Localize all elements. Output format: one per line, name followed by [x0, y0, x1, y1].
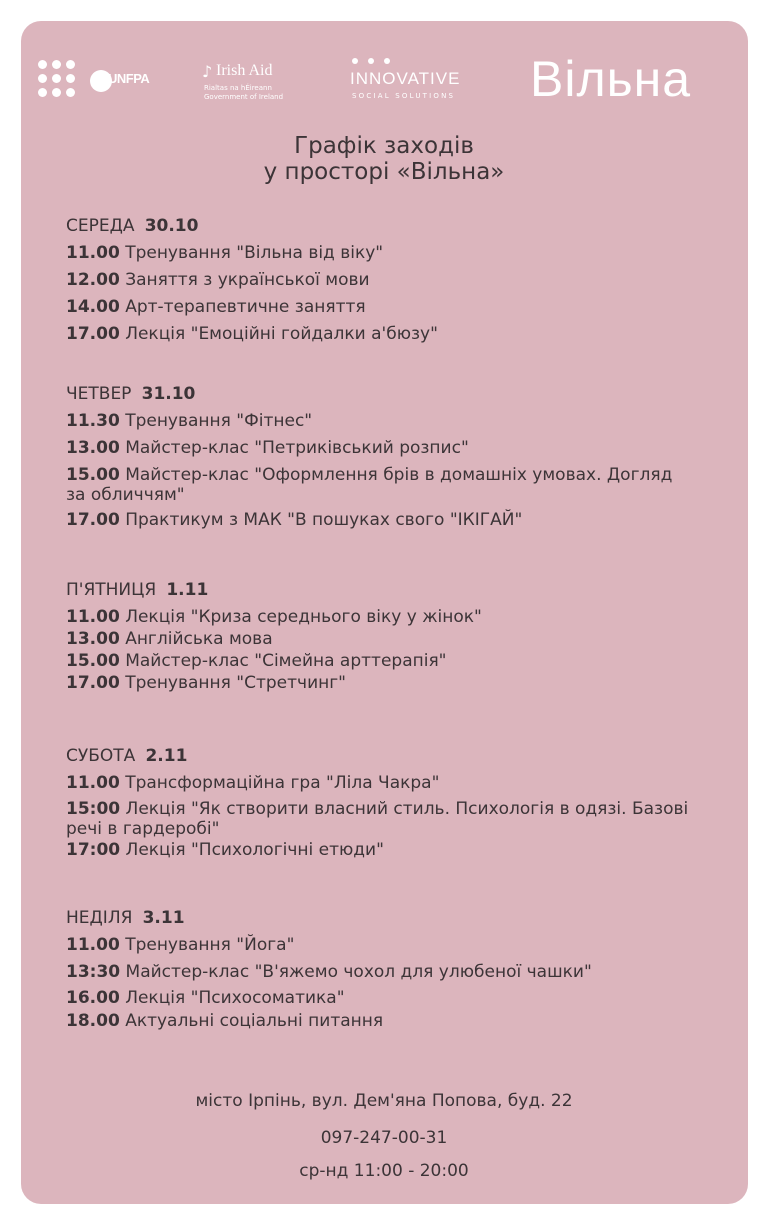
innovative-logo — [350, 56, 470, 106]
unfpa-logo — [38, 58, 150, 102]
event-item: 14.00 Арт-терапевтичне заняття — [66, 297, 366, 317]
opening-hours: ср-нд 11:00 - 20:00 — [299, 1161, 469, 1181]
event-item: 11.00 Лекція "Криза середнього віку у жінок" — [66, 607, 482, 627]
brand-logo: Вільна — [530, 51, 692, 107]
event-item: 17.00 Тренування "Стретчинг" — [66, 673, 346, 693]
day-heading: СЕРЕДА 30.10 — [66, 216, 199, 236]
event-item: 11.00 Тренування "Йога" — [66, 935, 295, 955]
event-item: 17:00 Лекція "Психологічні етюди" — [66, 840, 384, 860]
day-block — [66, 578, 482, 694]
event-item: 11.30 Тренування "Фітнес" — [66, 411, 313, 431]
irish-aid-logo — [202, 60, 312, 110]
event-item: 17.00 Лекція "Емоційні гойдалки а'бюзу" — [66, 324, 438, 344]
irish-aid-sub: Rialtas na hÉireann Government of Ireland — [204, 84, 284, 101]
day-block — [66, 214, 438, 348]
event-item: 12.00 Заняття з української мови — [66, 270, 370, 290]
innovative-dots-icon — [350, 56, 390, 66]
page-title: Графік заходів — [294, 133, 474, 159]
day-heading: ЧЕТВЕР 31.10 — [66, 384, 196, 404]
event-item: 11.00 Трансформаційна гра "Ліла Чакра" — [66, 773, 440, 793]
event-item: 13.00 Англійська мова — [66, 629, 273, 649]
event-item: 15.00 Майстер-клас "Сімейна арттерапія" — [66, 651, 447, 671]
event-item: 15.00 Майстер-клас "Оформлення брів в домашніх умовах. Догляд за обличчям" — [66, 465, 673, 505]
unfpa-text: UNFPA — [108, 71, 150, 86]
day-heading: СУБОТА 2.11 — [66, 746, 188, 766]
event-item: 16.00 Лекція "Психосоматика" — [66, 988, 345, 1008]
event-item: 15:00 Лекція "Як створити власний стиль. Психологія в одязі. Базові речі в гардеробі" — [66, 799, 689, 839]
event-item: 18.00 Актуальні соціальні питання — [66, 1011, 384, 1031]
day-block — [66, 906, 592, 1032]
day-block — [66, 382, 686, 534]
irish-aid-name: Irish Aid — [216, 62, 273, 79]
event-item: 13.00 Майстер-клас "Петриківський розпис" — [66, 438, 469, 458]
event-item: 13:30 Майстер-клас "В'яжемо чохол для улюбеної чашки" — [66, 962, 592, 982]
event-item: 11.00 Тренування "Вільна від віку" — [66, 243, 384, 263]
address: місто Ірпінь, вул. Дем'яна Попова, буд. 22 — [195, 1091, 573, 1111]
day-heading: НЕДІЛЯ 3.11 — [66, 908, 185, 928]
day-block — [66, 744, 696, 861]
phone-number[interactable]: 097-247-00-31 — [320, 1128, 448, 1148]
unfpa-dots-icon — [38, 58, 90, 102]
harp-icon: ♪ — [202, 62, 213, 81]
innovative-name: INNOVATIVE — [350, 69, 461, 88]
event-item: 17.00 Практикум з МАК "В пошуках свого "ІКІГАЙ" — [66, 510, 523, 530]
page-subtitle: у просторі «Вільна» — [263, 159, 505, 185]
innovative-sub: SOCIAL SOLUTIONS — [352, 92, 456, 100]
day-heading: П'ЯТНИЦЯ 1.11 — [66, 580, 209, 600]
